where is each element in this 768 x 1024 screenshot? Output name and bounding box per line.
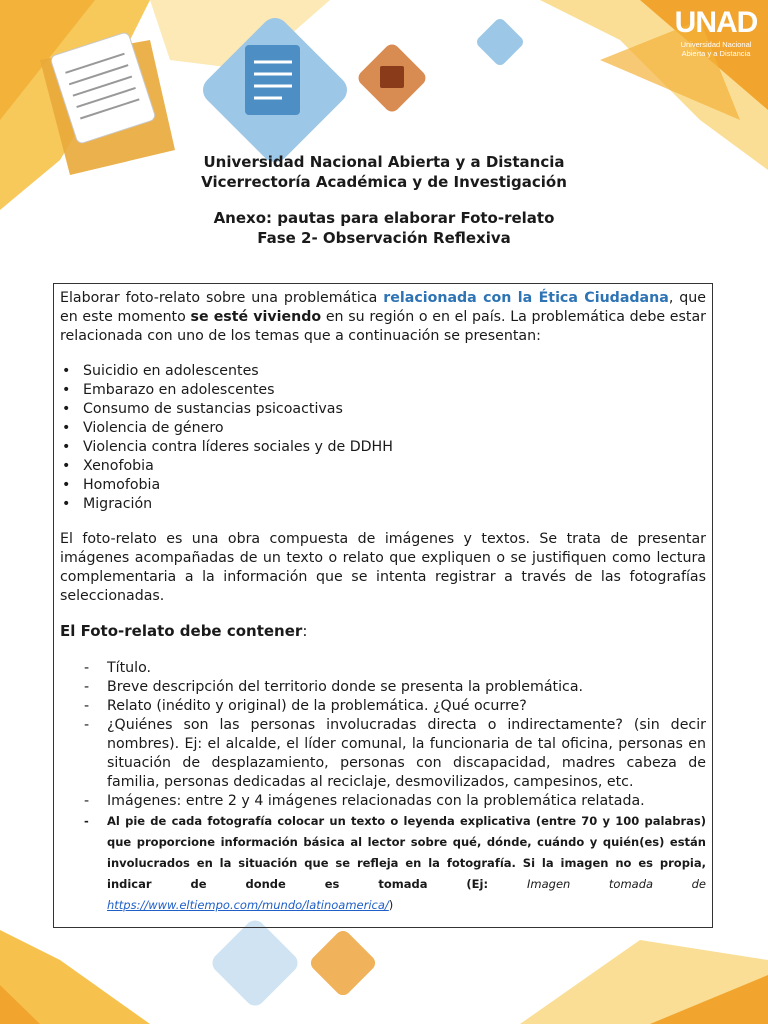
- header-annex-title: Anexo: pautas para elaborar Foto-relato: [213, 209, 555, 227]
- list-item: - Relato (inédito y original) de la problemática. ¿Qué ocurre?: [84, 697, 706, 716]
- logo-line-1: Universidad Nacional: [680, 40, 752, 49]
- description-paragraph: El foto-relato es una obra compuesta de imágenes y textos. Se trata de presentar imágenes acompañadas de un texto o relato que expliquen o se justifiquen como lectura complementaria a la información que se intenta registrar a través de las fotografías seleccionadas.: [60, 531, 706, 604]
- ethics-highlight: relacionada con la Ética Ciudadana: [383, 290, 669, 306]
- unad-logo: [674, 6, 758, 58]
- list-item: • Suicidio en adolescentes: [60, 362, 706, 381]
- book-icon: [355, 41, 429, 115]
- list-item: - Breve descripción del territorio donde se presenta la problemática.: [84, 678, 706, 697]
- logo-line-2: Abierta y a Distancia: [681, 49, 751, 58]
- topics-list: [60, 362, 706, 514]
- list-item: • Migración: [60, 495, 706, 514]
- list-item: - Título.: [84, 659, 706, 678]
- list-item: • Homofobia: [60, 476, 706, 495]
- header-vicerrectoria: Vicerrectoría Académica y de Investigación: [201, 173, 567, 191]
- list-item: • Violencia contra líderes sociales y de DDHH: [60, 438, 706, 457]
- header-phase: Fase 2- Observación Reflexiva: [257, 229, 511, 247]
- contents-heading: El Foto-relato debe contener:: [60, 622, 308, 640]
- list-item: • Consumo de sustancias psicoactivas: [60, 400, 706, 419]
- list-item: • Embarazo en adolescentes: [60, 381, 706, 400]
- content-box: [53, 283, 713, 928]
- intro-paragraph: Elaborar foto-relato sobre una problemática relacionada con la Ética Ciudadana, que en este momento se esté viviendo en su región o en el país. La problemática debe estar relacionada con uno de los temas que a continuación se presentan:: [60, 290, 707, 344]
- list-item: - ¿Quiénes son las personas involucradas directa o indirectamente? (sin decir nombres). Ej: el alcalde, el líder comunal, la funcionaria de tal oficina, personas en situación de desplazamiento, personas con discapacidad, madres cabeza de familia, personas dedicadas al reciclaje, desmovilizados, campesinos, etc.: [84, 716, 706, 792]
- list-item: - Imágenes: entre 2 y 4 imágenes relacionadas con la problemática relatada.: [84, 792, 706, 811]
- footnote-item: - Al pie de cada fotografía colocar un texto o leyenda explicativa (entre 70 y 100 palabras) que proporcione información básica al lector sobre qué, dónde, cuándo y quién(es) están involucrados en la situación que se refleja en la fotografía. Si la imagen no es propia, indicar de donde es tomada (Ej: Imagen tomada de https://www.eltiempo.com/mundo/latinoamerica/): [84, 811, 706, 916]
- example-link[interactable]: https://www.eltiempo.com/mundo/latinoamerica/: [107, 898, 389, 912]
- document-header: [0, 152, 768, 248]
- contents-list: [60, 659, 706, 916]
- header-university: Universidad Nacional Abierta y a Distancia: [203, 153, 565, 171]
- logo-mark: UNAD: [674, 6, 758, 39]
- list-item: • Violencia de género: [60, 419, 706, 438]
- list-item: • Xenofobia: [60, 457, 706, 476]
